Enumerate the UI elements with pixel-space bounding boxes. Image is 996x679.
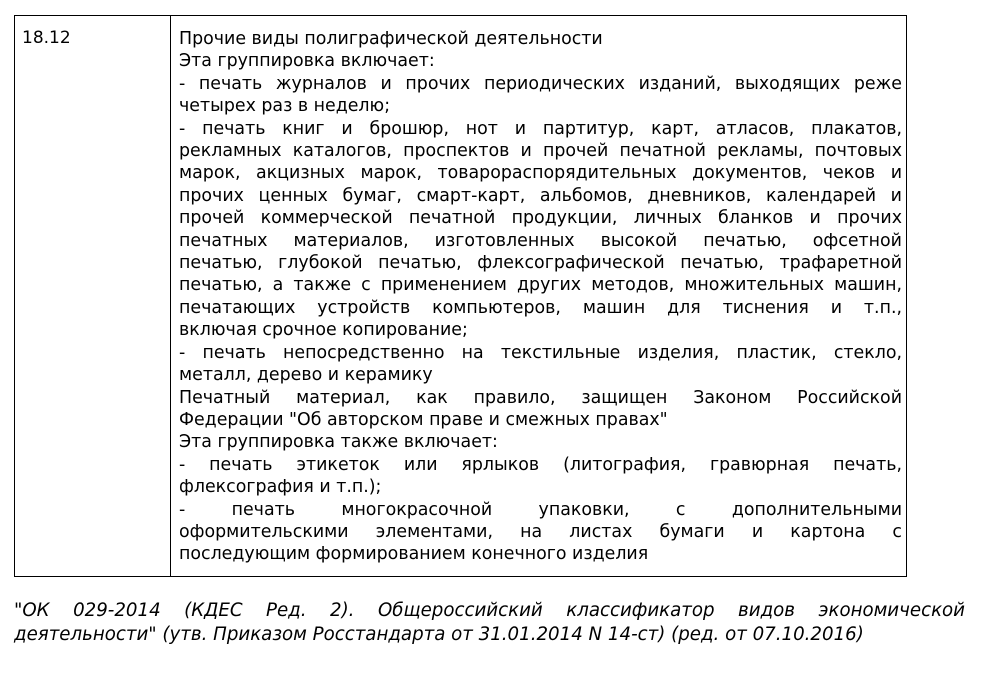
- description-line: рекламных каталогов, проспектов и прочей печатной рекламы, почтовых: [179, 141, 902, 162]
- description-line: Эта группировка включает:: [179, 51, 435, 72]
- description-line: включая срочное копирование;: [179, 320, 468, 341]
- source-line-1: "ОК 029-2014 (КДЕС Ред. 2). Общероссийский классификатор видов экономической: [14, 600, 965, 621]
- description-line: четырех раз в неделю;: [179, 96, 391, 117]
- description-line: - печать книг и брошюр, нот и партитур, карт, атласов, плакатов,: [179, 118, 902, 139]
- description-line: металл, дерево и керамику: [179, 365, 433, 386]
- description-line: марок, акцизных марок, товарораспорядительных документов, чеков и: [179, 163, 902, 184]
- description-line: печатных материалов, изготовленных высокой печатью, офсетной: [179, 230, 902, 251]
- classification-code: 18.12: [22, 28, 71, 48]
- description-line: Печатный материал, как правило, защищен Законом Российской: [179, 387, 902, 408]
- description-line: прочих ценных бумаг, смарт-карт, альбомов, дневников, календарей и: [179, 185, 902, 206]
- description-line: - печать непосредственно на текстильные изделия, пластик, стекло,: [179, 342, 902, 363]
- description-line: печатающих устройств компьютеров, машин для тиснения и т.п.,: [179, 297, 902, 318]
- description-line: - печать многокрасочной упаковки, с дополнительными: [179, 499, 902, 520]
- description-line: печатью, а также с применением других методов, множительных машин,: [179, 275, 902, 296]
- description-line: Прочие виды полиграфической деятельности: [179, 29, 603, 49]
- description-line: печатью, глубокой печатью, флексографической печатью, трафаретной: [179, 253, 902, 274]
- description-line: флексография и т.п.);: [179, 477, 382, 498]
- description-line: - печать этикеток или ярлыков (литография, гравюрная печать,: [179, 454, 902, 475]
- classifier-table: [14, 15, 907, 577]
- description-line: Федерации "Об авторском праве и смежных правах": [179, 409, 668, 430]
- source-line-2: деятельности" (утв. Приказом Росстандарта от 31.01.2014 N 14-ст) (ред. от 07.10.2016): [14, 623, 864, 645]
- code-cell: [15, 16, 171, 576]
- description-line: последующим формированием конечного изделия: [179, 544, 649, 565]
- description-line: Эта группировка также включает:: [179, 432, 498, 453]
- description-line: оформительскими элементами, на листах бумаги и картона с: [179, 521, 902, 542]
- description-line: прочей коммерческой печатной продукции, личных бланков и прочих: [179, 208, 902, 229]
- description-line: - печать журналов и прочих периодических изданий, выходящих реже: [179, 73, 902, 94]
- description-cell: [171, 16, 906, 576]
- source-citation: [14, 599, 965, 646]
